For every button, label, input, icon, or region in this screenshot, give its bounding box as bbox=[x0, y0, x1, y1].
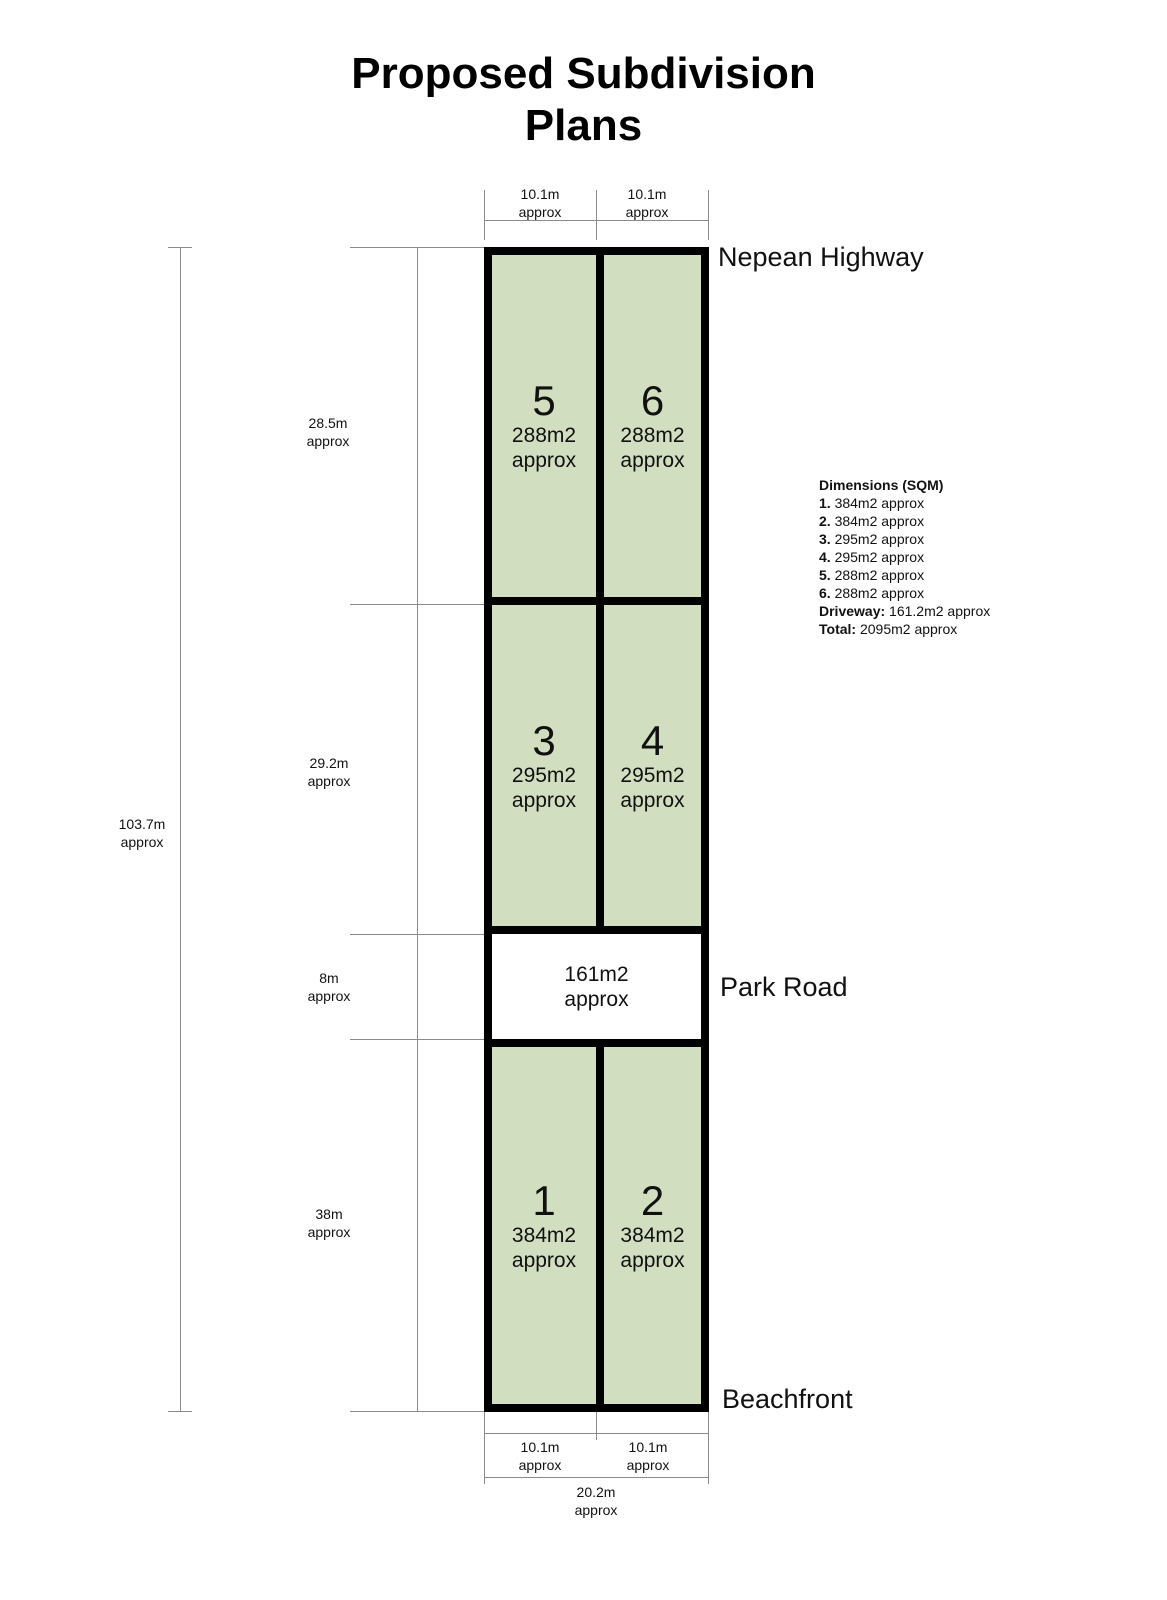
row-dim-label-driveway bbox=[289, 969, 369, 1005]
legend-item: Total: 2095m2 approx bbox=[819, 621, 958, 637]
bottom-dim-label-right bbox=[598, 1438, 698, 1474]
lot-3 bbox=[484, 597, 604, 934]
row-dim-unit: approx bbox=[307, 1224, 351, 1240]
row-dim-tick-2 bbox=[350, 604, 484, 605]
top-dim-value: 10.1m bbox=[520, 186, 560, 202]
top-dim-value: 10.1m bbox=[627, 186, 667, 202]
total-depth-unit: approx bbox=[120, 834, 164, 850]
lot-number: 1 bbox=[532, 1176, 556, 1224]
top-dim-unit: approx bbox=[625, 204, 669, 220]
row-dim-tick-3 bbox=[350, 934, 484, 935]
lot-number: 2 bbox=[640, 1176, 665, 1224]
legend-item: 1. 384m2 approx bbox=[819, 495, 925, 511]
total-depth-tick-top bbox=[168, 247, 192, 248]
top-dim-tick-right bbox=[708, 190, 709, 240]
lot-area: 295m2 bbox=[511, 763, 577, 787]
row-dim-tick-5 bbox=[350, 1411, 484, 1412]
lot-4 bbox=[596, 597, 709, 934]
row-dim-unit: approx bbox=[306, 433, 350, 449]
total-width-value: 20.2m bbox=[576, 1484, 616, 1500]
bottom-dim-tick-mid bbox=[596, 1412, 597, 1440]
legend-item: 2. 384m2 approx bbox=[819, 513, 925, 529]
row-dim-value: 28.5m bbox=[308, 415, 348, 431]
row-dim-unit: approx bbox=[307, 988, 351, 1004]
lot-area: 384m2 bbox=[511, 1223, 577, 1247]
total-depth-value: 103.7m bbox=[118, 816, 166, 832]
lot-2 bbox=[596, 1039, 709, 1412]
bottom-dim-tick-left bbox=[484, 1412, 485, 1484]
lot-area-unit: approx bbox=[620, 449, 685, 472]
legend-title: Dimensions (SQM) bbox=[819, 477, 944, 493]
top-dim-label-right bbox=[597, 185, 697, 221]
row-dim-label-lots-3-4 bbox=[289, 754, 369, 790]
total-depth-label bbox=[102, 815, 182, 851]
total-width-unit: approx bbox=[574, 1502, 618, 1518]
lot-area-unit: approx bbox=[620, 1248, 685, 1272]
bottom-dim-value: 10.1m bbox=[628, 1439, 668, 1455]
page-title-line1: Proposed Subdivision bbox=[351, 49, 816, 98]
lot-number: 3 bbox=[532, 716, 556, 764]
driveway-area: 161m2 bbox=[564, 962, 629, 986]
row-dim-label-lots-1-2 bbox=[289, 1205, 369, 1241]
page-title-line2: Plans bbox=[524, 101, 643, 150]
lot-number: 5 bbox=[532, 377, 556, 424]
lot-6 bbox=[596, 247, 709, 605]
lot-area-unit: approx bbox=[511, 449, 577, 472]
driveway bbox=[484, 926, 709, 1047]
dimensions-legend bbox=[819, 476, 990, 638]
lot-area: 288m2 bbox=[511, 424, 577, 447]
row-dim-tick-4 bbox=[350, 1039, 484, 1040]
driveway-area-unit: approx bbox=[564, 987, 629, 1011]
lot-number: 6 bbox=[640, 377, 665, 424]
row-dim-unit: approx bbox=[307, 773, 351, 789]
bottom-dim-tick-right bbox=[708, 1412, 709, 1484]
road-label-park-road: Park Road bbox=[720, 972, 848, 1002]
legend-item: 5. 288m2 approx bbox=[819, 567, 925, 583]
row-dim-label-lots-5-6 bbox=[288, 414, 368, 450]
total-depth-tick-bottom bbox=[168, 1411, 192, 1412]
lot-5 bbox=[484, 247, 604, 605]
bottom-dim-line bbox=[484, 1433, 709, 1434]
road-label-beachfront: Beachfront bbox=[722, 1384, 853, 1414]
lot-1 bbox=[484, 1039, 604, 1412]
total-width-label bbox=[546, 1483, 646, 1519]
lot-area: 288m2 bbox=[620, 424, 685, 447]
row-dim-value: 38m bbox=[315, 1206, 343, 1222]
row-dim-value: 8m bbox=[319, 970, 339, 986]
lot-area: 295m2 bbox=[620, 763, 685, 787]
lot-area: 384m2 bbox=[620, 1223, 685, 1247]
row-dim-tick-1 bbox=[350, 247, 484, 248]
lot-area-unit: approx bbox=[511, 788, 577, 812]
total-width-line bbox=[484, 1477, 709, 1478]
legend-item: 3. 295m2 approx bbox=[819, 531, 925, 547]
lot-area-unit: approx bbox=[511, 1248, 577, 1272]
road-label-nepean-highway: Nepean Highway bbox=[718, 242, 924, 272]
bottom-dim-label-left bbox=[490, 1438, 590, 1474]
top-dim-unit: approx bbox=[518, 204, 562, 220]
bottom-dim-unit: approx bbox=[518, 1457, 562, 1473]
legend-item: 6. 288m2 approx bbox=[819, 585, 925, 601]
bottom-dim-unit: approx bbox=[626, 1457, 670, 1473]
legend-item: 4. 295m2 approx bbox=[819, 549, 925, 565]
top-dim-label-left bbox=[490, 185, 590, 221]
lot-number: 4 bbox=[640, 716, 665, 764]
row-dim-value: 29.2m bbox=[309, 755, 349, 771]
lot-area-unit: approx bbox=[620, 788, 685, 812]
bottom-dim-value: 10.1m bbox=[520, 1439, 560, 1455]
top-dim-tick-left bbox=[484, 190, 485, 240]
legend-item: Driveway: 161.2m2 approx bbox=[819, 603, 991, 619]
row-dim-line bbox=[417, 247, 418, 1412]
